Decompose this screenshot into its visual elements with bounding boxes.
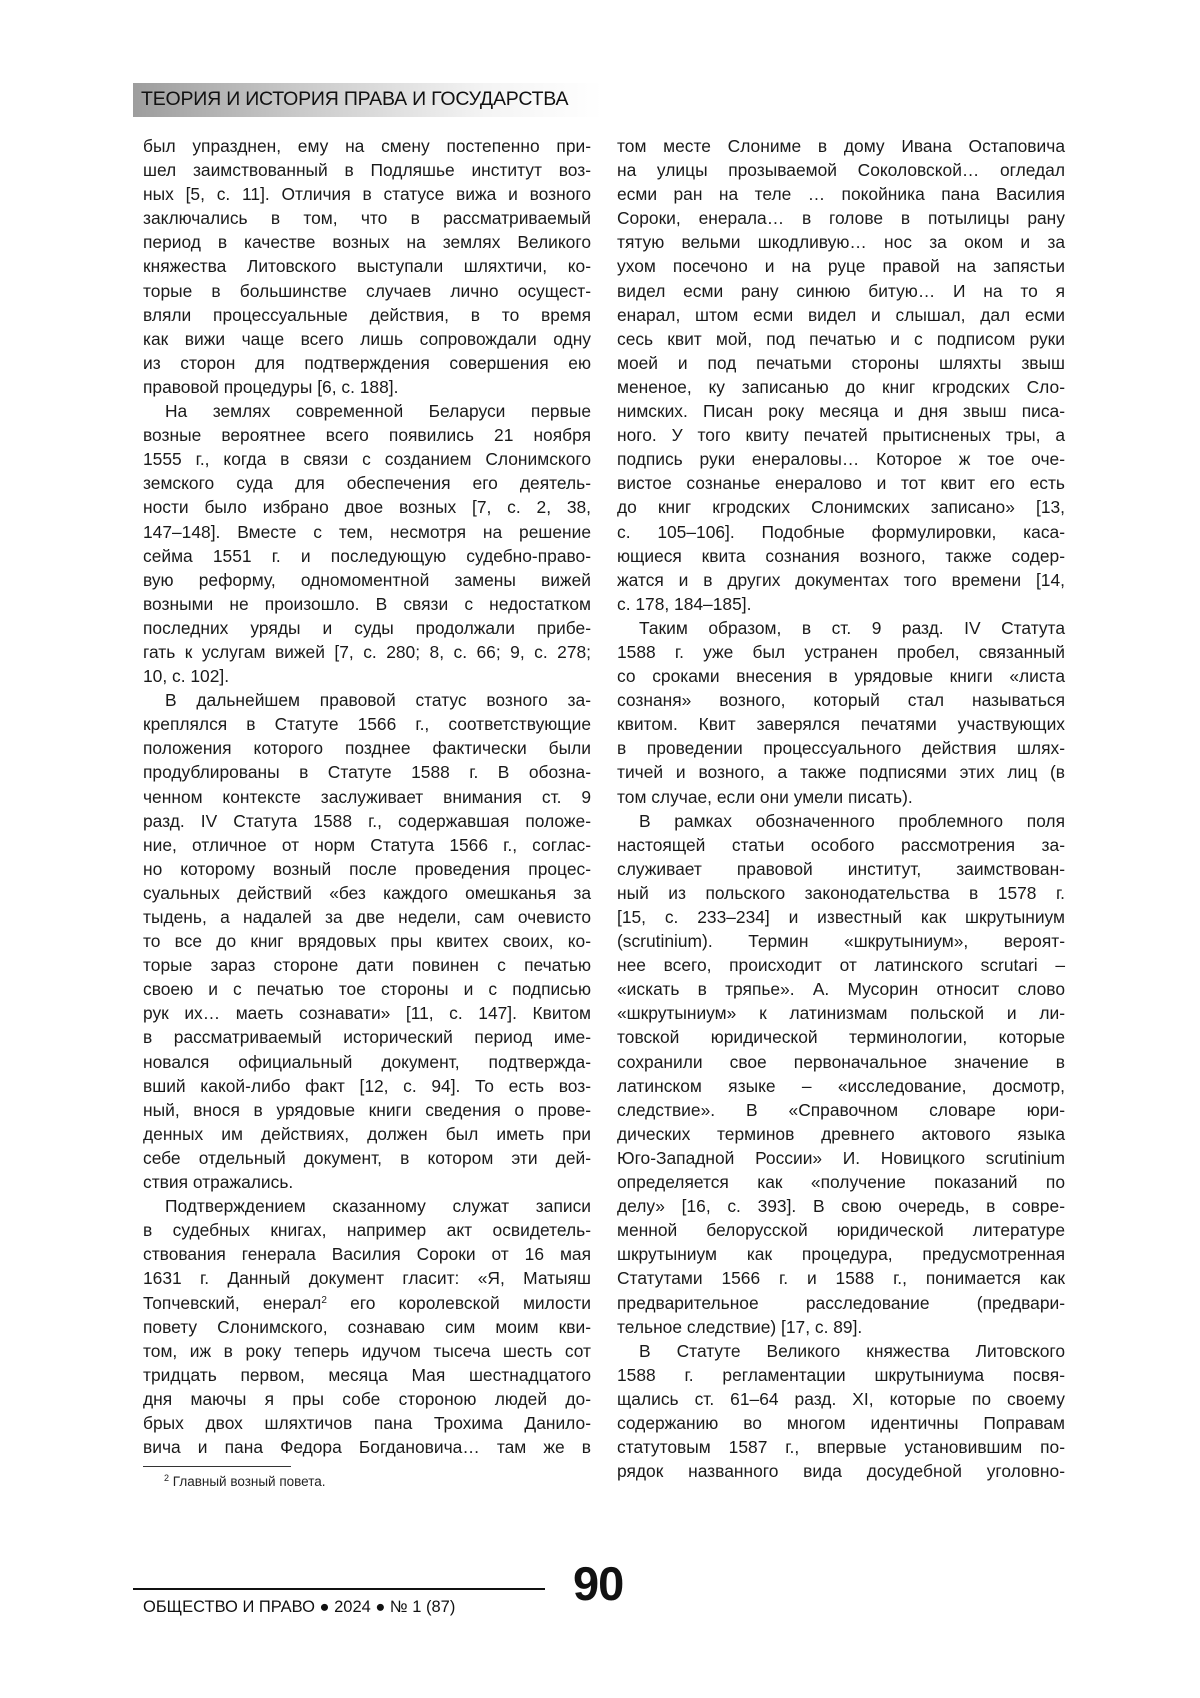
text-line: предварительное расследование (предвари- (617, 1291, 1065, 1315)
text-line: суальных действий «без каждого омешканья за (143, 881, 591, 905)
text-line: но которому возный после проведения процес- (143, 857, 591, 881)
text-line: «шкрутыниум» к латинизмам польской и ли- (617, 1001, 1065, 1025)
text-line: в рассматриваемый исторический период име- (143, 1025, 591, 1049)
text-line: рук их… маеть сознавати» [11, с. 147]. Квитом (143, 1001, 591, 1025)
footnote-reference: 2 (321, 1295, 327, 1306)
paragraph (617, 616, 1065, 809)
text-line: товской юридической терминологии, которые (617, 1025, 1065, 1049)
text-line: своею и с печатью тое стороны и с подписью (143, 977, 591, 1001)
text-line: повету Слонимского, сознаваю сим моим кви- (143, 1315, 591, 1339)
text-line: вистое сознанье енералово и тот квит его есть (617, 471, 1065, 495)
text-line: гать к услугам вижей [7, с. 280; 8, с. 66; 9, с. 278; (143, 640, 591, 664)
text-line: заключались в том, что в рассматриваемый (143, 206, 591, 230)
text-line: [15, с. 233–234] и известный как шкрутыниум (617, 905, 1065, 929)
text-line: В Статуте Великого княжества Литовского (617, 1339, 1065, 1363)
text-line: вую реформу, одномоментной замены вижей (143, 568, 591, 592)
footnote-divider (143, 1466, 291, 1467)
text-line: квитом. Квит заверялся печатями участвующих (617, 712, 1065, 736)
paragraph (143, 1194, 591, 1459)
text-line: вича и пана Федора Богдановича… там же в (143, 1435, 591, 1459)
journal-footer: ОБЩЕСТВО И ПРАВО ● 2024 ● № 1 (87) (143, 1598, 455, 1617)
text-line: Сороки, енерала… в голове в потылицы рану (617, 206, 1065, 230)
text-line: статутовым 1587 г., впервые установившим по- (617, 1435, 1065, 1459)
text-line: то все до книг врядовых пры квитех своих, ко- (143, 929, 591, 953)
text-line: 1555 г., когда в связи с созданием Слонимского (143, 447, 591, 471)
paragraph (143, 688, 591, 1194)
text-line: сознаня» возного, который стал называться (617, 688, 1065, 712)
text-line: енарал, штом есми видел и слышал, дал есми (617, 303, 1065, 327)
paragraph (143, 399, 591, 688)
text-line: Юго-Западной России» И. Новицкого scrutinium (617, 1146, 1065, 1170)
text-line: ных [5, с. 11]. Отличия в статусе вижа и возного (143, 182, 591, 206)
text-line: 1631 г. Данный документ гласит: «Я, Матыяш (143, 1266, 591, 1290)
text-line: тридцать первом, месяца Мая шестнадцатого (143, 1363, 591, 1387)
text-line: ствия отражались. (143, 1170, 591, 1194)
text-line: торые в большинстве случаев лично осущест- (143, 279, 591, 303)
text-line: ного. У того квиту печатей прытисненых тры, а (617, 423, 1065, 447)
text-line: ный, внося в урядовые книги сведения о прове- (143, 1098, 591, 1122)
text-line (143, 1291, 591, 1315)
text-line: нее всего, происходит от латинского scrutari – (617, 953, 1065, 977)
text-line: видел есми рану синюю битую… И на то я (617, 279, 1065, 303)
footer-divider (133, 1588, 545, 1590)
text-line: 1588 г. регламентации шкрутыниума посвя- (617, 1363, 1065, 1387)
text-line: новался официальный документ, подтвержда- (143, 1050, 591, 1074)
text-line: том месте Слониме в дому Ивана Остаповича (617, 134, 1065, 158)
right-text-column (617, 134, 1065, 1483)
text-line: нимских. Писан року месяца и дня звыш писа- (617, 399, 1065, 423)
footnote-marker: 2 (164, 1473, 169, 1483)
text-line: период в качестве возных на землях Великого (143, 230, 591, 254)
text-line: из сторон для подтверждения совершения ею (143, 351, 591, 375)
page-number: 90 (573, 1556, 623, 1611)
text-line: тичей и возного, а также подписями этих лиц (в (617, 760, 1065, 784)
text-line: служивает правовой институт, заимствован- (617, 857, 1065, 881)
text-line: денных им действиях, должен был иметь при (143, 1122, 591, 1146)
text-line: (scrutinium). Термин «шкрутыниум», вероят- (617, 929, 1065, 953)
text-line: возные вероятнее всего появились 21 ноября (143, 423, 591, 447)
text-line: 147–148]. Вместе с тем, несмотря на решение (143, 520, 591, 544)
text-line: Таким образом, в ст. 9 разд. IV Статута (617, 616, 1065, 640)
paragraph (617, 1339, 1065, 1484)
text-line: вший какой-либо факт [12, с. 94]. То есть воз- (143, 1074, 591, 1098)
text-line: в судебных книгах, например акт освидетель- (143, 1218, 591, 1242)
footnote-text: Главный возный повета. (169, 1474, 326, 1489)
text-line: со сроками внесения в урядовые книги «листа (617, 664, 1065, 688)
text-line: брых двох шляхтичов пана Трохима Данило- (143, 1411, 591, 1435)
text-line: рядок названного вида досудебной уголовно- (617, 1459, 1065, 1483)
text-line: последних уряды и суды продолжали прибе- (143, 616, 591, 640)
text-line: моей и под печатьми стороны шляхты звыш (617, 351, 1065, 375)
text-line: ние, отличное от норм Статута 1566 г., соглас- (143, 833, 591, 857)
text-line: На землях современной Беларуси первые (143, 399, 591, 423)
text-line: мененое, ку записанью до книг кгродских Сло- (617, 375, 1065, 399)
text-line: ющиеся квита сознания возного, также содер- (617, 544, 1065, 568)
text-line: вляли процессуальные действия, в то время (143, 303, 591, 327)
left-text-column (143, 134, 591, 1459)
text-line: сейма 1551 г. и последующую судебно-право- (143, 544, 591, 568)
text-line: ченном контексте заслуживает внимания ст. 9 (143, 785, 591, 809)
text-fragment: его королевской милости (327, 1293, 591, 1313)
text-line: жатся и в других документах того времени [14, (617, 568, 1065, 592)
text-line: щались ст. 61–64 разд. XI, которые по своему (617, 1387, 1065, 1411)
text-line: делу» [16, с. 393]. В свою очередь, в совре- (617, 1194, 1065, 1218)
footnote (164, 1474, 326, 1489)
text-line: подпись руки енераловы… Которое ж тое оче- (617, 447, 1065, 471)
text-line: латинском языке – «исследование, досмотр, (617, 1074, 1065, 1098)
text-fragment: Топчевский, енерал (143, 1293, 321, 1313)
text-line: ухом посечоно и на руце правой на запястьи (617, 254, 1065, 278)
text-line: княжества Литовского выступали шляхтичи, ко- (143, 254, 591, 278)
text-line: сесь квит мой, под печатью и с подписом руки (617, 327, 1065, 351)
text-line: менной белорусской юридической литературе (617, 1218, 1065, 1242)
text-line: на улицы прозываемой Соколовской… огледал (617, 158, 1065, 182)
text-line: ствования генерала Василия Сороки от 16 мая (143, 1242, 591, 1266)
text-line: содержанию во многом идентичны Поправам (617, 1411, 1065, 1435)
text-line: ности было избрано двое возных [7, с. 2, 38, (143, 495, 591, 519)
text-line: Статутами 1566 г. и 1588 г., понимается как (617, 1266, 1065, 1290)
text-line: с. 178, 184–185]. (617, 592, 1065, 616)
text-line: Подтверждением сказанному служат записи (143, 1194, 591, 1218)
text-line: дня маючы я пры собе стороною людей до- (143, 1387, 591, 1411)
text-line: земского суда для обеспечения его деятель- (143, 471, 591, 495)
text-line: тятую вельми шкодливую… нос за оком и за (617, 230, 1065, 254)
text-line: настоящей статьи особого рассмотрения за- (617, 833, 1065, 857)
text-line: с. 105–106]. Подобные формулировки, каса- (617, 520, 1065, 544)
section-header-title: ТЕОРИЯ И ИСТОРИЯ ПРАВА И ГОСУДАРСТВА (141, 88, 568, 111)
text-line: шкрутыниум как процедура, предусмотренная (617, 1242, 1065, 1266)
text-line: сохранили свое первоначальное значение в (617, 1050, 1065, 1074)
text-line: шел заимствованный в Подляшье институт воз- (143, 158, 591, 182)
text-line: В дальнейшем правовой статус возного за- (143, 688, 591, 712)
text-line: себе отдельный документ, в котором эти дей- (143, 1146, 591, 1170)
text-line: 10, с. 102]. (143, 664, 591, 688)
text-line: тыдень, а надалей за две недели, сам очевисто (143, 905, 591, 929)
text-line: «искать в тряпье». А. Мусорин относит слово (617, 977, 1065, 1001)
text-line: разд. IV Статута 1588 г., содержавшая положе- (143, 809, 591, 833)
text-line: есми ран на теле … покойника пана Василия (617, 182, 1065, 206)
text-line: ный из польского законодательства в 1578 г. (617, 881, 1065, 905)
text-line: в проведении процессуального действия шлях- (617, 736, 1065, 760)
text-line: до книг кгродских Слонимских записано» [13, (617, 495, 1065, 519)
text-line: правовой процедуры [6, с. 188]. (143, 375, 591, 399)
text-line: дических терминов древнего актового языка (617, 1122, 1065, 1146)
text-line: креплялся в Статуте 1566 г., соответствующие (143, 712, 591, 736)
text-line: продублированы в Статуте 1588 г. В обозна- (143, 760, 591, 784)
paragraph (617, 134, 1065, 616)
text-line: определяется как «получение показаний по (617, 1170, 1065, 1194)
text-line: том, иж в року теперь идучом тысеча шесть сот (143, 1339, 591, 1363)
paragraph (143, 134, 591, 399)
text-line: торые зараз стороне дати повинен с печатью (143, 953, 591, 977)
paragraph (617, 809, 1065, 1339)
text-line: следствие». В «Справочном словаре юри- (617, 1098, 1065, 1122)
text-line: возными не произошло. В связи с недостатком (143, 592, 591, 616)
text-line: тельное следствие) [17, с. 89]. (617, 1315, 1065, 1339)
text-line: том случае, если они умели писать). (617, 785, 1065, 809)
text-line: был упразднен, ему на смену постепенно при- (143, 134, 591, 158)
text-line: как вижи чаще всего лишь сопровождали одну (143, 327, 591, 351)
text-line: положения которого позднее фактически были (143, 736, 591, 760)
text-line: В рамках обозначенного проблемного поля (617, 809, 1065, 833)
text-line: 1588 г. уже был устранен пробел, связанный (617, 640, 1065, 664)
